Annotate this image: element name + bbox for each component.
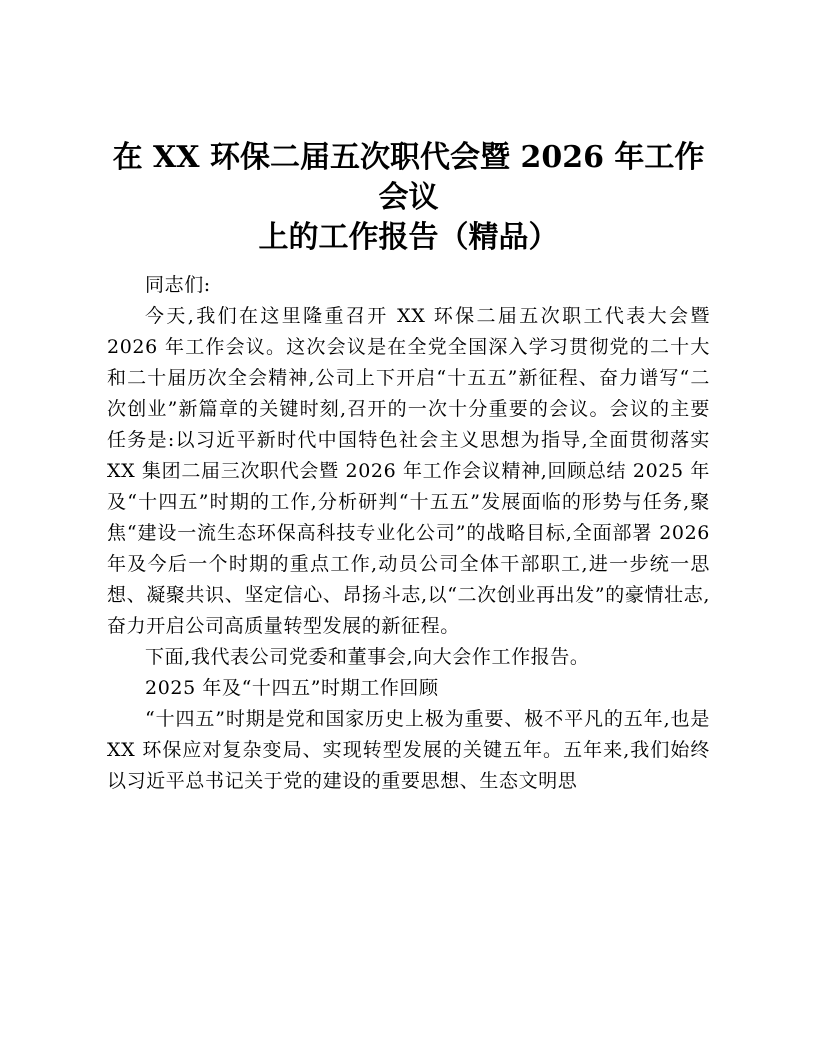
paragraph-opening: 今天,我们在这里隆重召开 XX 环保二届五次职工代表大会暨 2026 年工作会议。这次会议是在全党全国深入学习贯彻党的二十大和二十届历次全会精神,公司上下开启“十五五”新征程、奋力谱写“二次创业”新篇章的关键时刻,召开的一次十分重要的会议。会议的主要任务是:以习近平新时代中国特色社会主义思想为指导,全面贯彻落实 XX 集团二届三次职代会暨 2026 年工作会议精神,回顾总结 2025 年及“十四五”时期的工作,分析研判“十五五”发展面临的形势与任务,聚焦“建设一流生态环保高科技专业化公司”的战略目标,全面部署 2026 年及今后一个时期的重点工作,动员公司全体干部职工,进一步统一思想、凝聚共识、坚定信心、昂扬斗志,以“二次创业再出发”的豪情壮志,奋力开启公司高质量转型发展的新征程。 — [107, 305, 710, 637]
paragraph-review: “十四五”时期是党和国家历史上极为重要、极不平凡的五年,也是 XX 环保应对复杂变局、实现转型发展的关键五年。五年来,我们始终以习近平总书记关于党的建设的重要思想、生态文明思 — [107, 708, 710, 792]
section-heading-review: 2025 年及“十四五”时期工作回顾 — [145, 677, 439, 699]
document-page — [107, 138, 710, 797]
title-line-2: 上的工作报告（精品） — [258, 220, 559, 255]
paragraph-report-intro: 下面,我代表公司党委和董事会,向大会作工作报告。 — [145, 646, 590, 668]
title-line-1: 在 XX 环保二届五次职代会暨 2026 年工作会议 — [112, 140, 705, 215]
document-title — [107, 138, 710, 258]
salutation: 同志们: — [145, 274, 211, 296]
